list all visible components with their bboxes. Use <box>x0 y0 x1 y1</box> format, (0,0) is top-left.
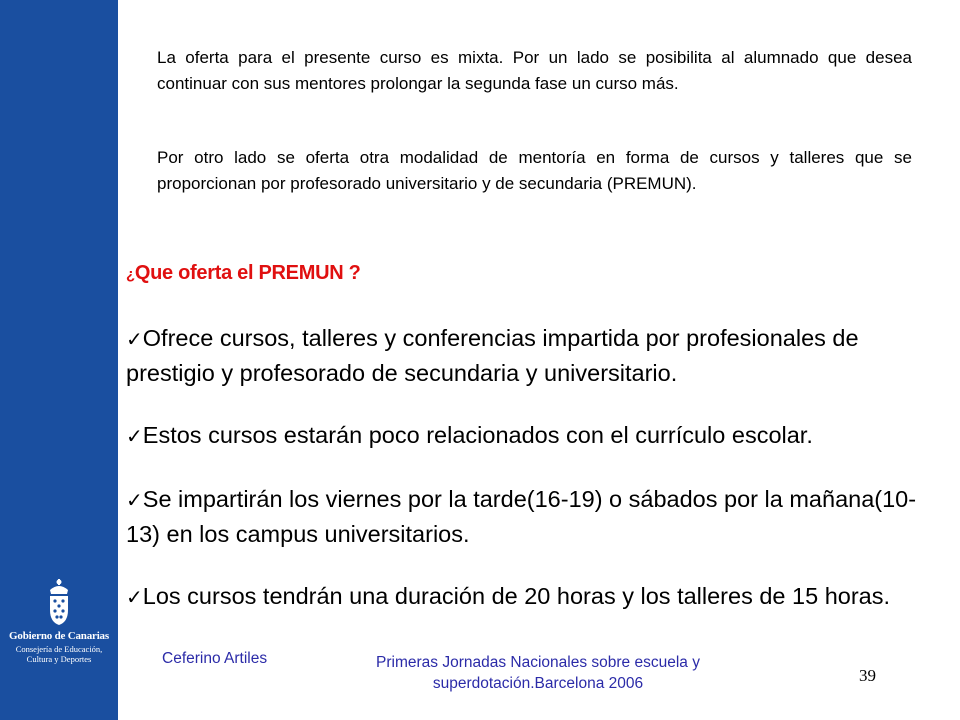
list-item <box>126 419 926 454</box>
bullet-text: Los cursos tendrán una duración de 20 horas y los talleres de 15 horas. <box>142 583 891 609</box>
check-icon: ✓ <box>126 329 143 351</box>
logo-subtitle-1: Consejería de Educación, <box>15 644 103 654</box>
logo-name: Gobierno de Canarias <box>9 630 109 642</box>
bullet-text: Se impartirán los viernes por la tarde(16-19) o sábados por la mañana(10-13) en los campus universitarios. <box>126 486 917 547</box>
check-icon: ✓ <box>126 587 143 609</box>
bullet-text: Ofrece cursos, talleres y conferencias impartida por profesionales de prestigio y profesorado de secundaria y universitario. <box>126 325 859 386</box>
footer-title: Primeras Jornadas Nacionales sobre escuela y superdotación.Barcelona 2006 <box>376 654 700 692</box>
bullet-text: Estos cursos estarán poco relacionados con el currículo escolar. <box>142 422 813 448</box>
intro-paragraph-1: La oferta para el presente curso es mixta. Por un lado se posibilita al alumnado que desea continuar con sus mentores prolongar la segunda fase un curso más. <box>157 48 912 93</box>
coat-of-arms-icon <box>44 578 74 626</box>
list-item <box>126 580 926 615</box>
intro-paragraph-2: Por otro lado se oferta otra modalidad de mentoría en forma de cursos y talleres que se proporcionan por profesorado universitario y de secundaria (PREMUN). <box>157 148 912 193</box>
question-prefix: ¿ <box>126 266 135 283</box>
government-logo <box>0 578 118 664</box>
check-icon: ✓ <box>126 490 143 512</box>
bullet-list <box>126 322 926 644</box>
list-item <box>126 483 926 551</box>
question-text: Que oferta el PREMUN ? <box>134 262 361 284</box>
section-question <box>126 262 361 285</box>
sidebar-band <box>0 0 118 720</box>
list-item <box>126 322 926 390</box>
check-icon: ✓ <box>126 426 143 448</box>
footer-author: Ceferino Artiles <box>162 650 268 667</box>
page-number: 39 <box>859 666 876 685</box>
logo-subtitle-2: Cultura y Deportes <box>26 654 92 664</box>
